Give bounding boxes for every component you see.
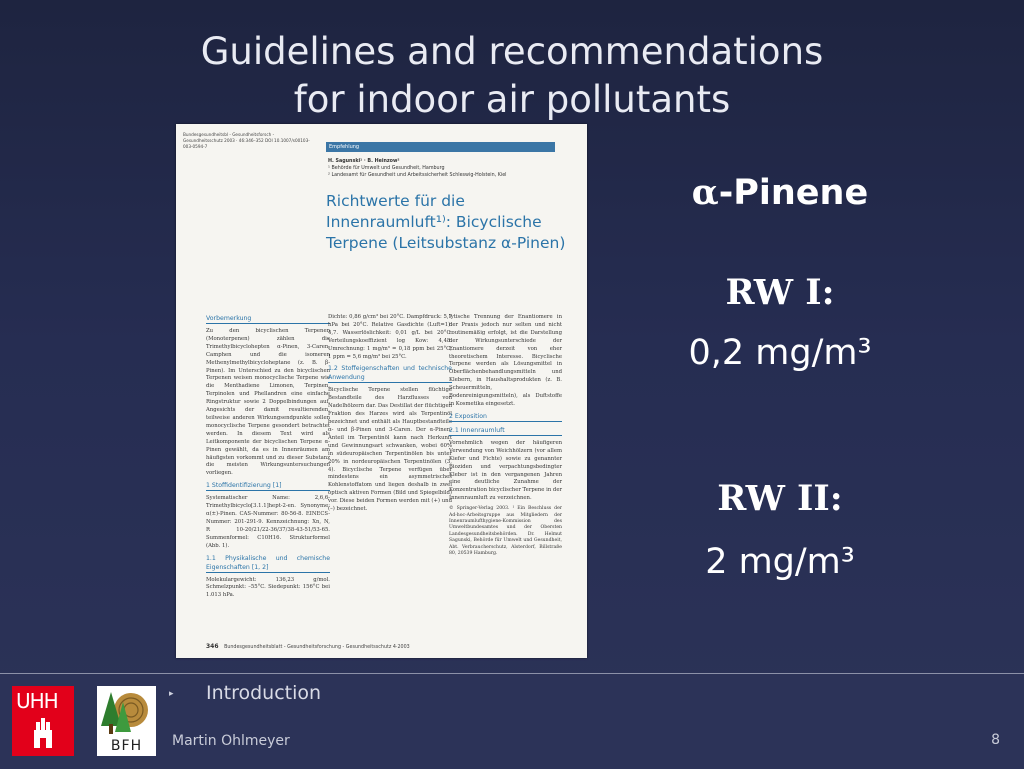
article-category-bar: Empfehlung: [326, 142, 555, 152]
article-paragraph: Vornehmlich wegen der häufigeren Verwendung von Weichhölzern (vor allem Kiefer und Fichte) sowie zu genannter Bioziden und verpachtungsbedingter Kleber ist in den vergangenen Jahren eine deutliche Zunahme der Konzentration bicyclischer Terpene in der Innenraumluft zu verzeichnen.: [449, 439, 562, 502]
substance-name: [650, 172, 910, 213]
bfh-logo-text: BFH: [110, 738, 143, 754]
article-footer-text: Bundesgesundheitsblatt - Gesundheitsforschung - Gesundheitsschutz 4·2003: [224, 645, 410, 650]
article-heading: 1.2 Stoffeigenschaften und technische Anwendung: [328, 365, 452, 382]
rw2-label: RW II:: [717, 478, 843, 519]
article-title: Richtwerte für die Innenraumluft¹⁾: Bicyclische Terpene (Leitsubstanz α-Pinen): [326, 192, 566, 252]
triangle-right-icon: ▸: [169, 689, 174, 699]
article-paragraph: lytische Trennung der Enantiomere in der Praxis jedoch nur selten und nicht routinemäßig erfolgt, ist die Darstellung der Wirkungsunterschiede der Enantiomere derzeit von eher theoretischem Interesse. Bicyclische Terpene werden als Lösungsmittel in Oberflächenbehandlungsmitteln und Klebern, in Haushaltsprodukten (z. B. Scheuermitteln, Bodenreinigungsmitteln), als Duftstoffe in Kosmetika eingesetzt.: [449, 314, 562, 407]
article-meta: Bundesgesundheitsbl - Gesundheitsforsch - Gesundheitsschutz 2003 · 46:346–352 DOI 10.1007/s00103-003-0594-7: [183, 132, 310, 149]
article-thumbnail: [176, 124, 587, 658]
article-authors: H. Sagunski¹ · B. Heinzow²: [328, 159, 400, 164]
article-affiliation-2: ² Landesamt für Gesundheit und Arbeitssicherheit Schleswig-Holstein, Kiel: [328, 173, 507, 178]
page-number: 8: [991, 732, 1000, 748]
article-column-3: [449, 314, 562, 560]
castle-icon: [12, 686, 74, 756]
slide-title-line-2: for indoor air pollutants: [293, 78, 731, 121]
article-page-number: 346: [206, 643, 219, 650]
slide-footer: [0, 673, 1024, 769]
article-affiliation-1: ¹ Behörde für Umwelt und Gesundheit, Hamburg: [328, 166, 445, 171]
uhh-logo: [12, 686, 74, 756]
article-paragraph: Molekulargewicht: 136,23 g/mol. Schmelzpunkt: –55°C. Siedepunkt: 156°C bei 1.013 hPa.: [206, 576, 330, 599]
substance-label: -Pinene: [718, 173, 869, 213]
article-heading: 1.1 Physikalische und chemische Eigenschaften [1, 2]: [206, 554, 330, 571]
article-heading: 2 Exposition: [449, 412, 562, 422]
article-paragraph: Zu den bicyclischen Terpenen (Monoterpenen) zählen die Trimethylbicyclohepten α-Pinen, 3-Caren, Camphen und die isomeren Methenylmethylbicycloheptane (z. B. β-Pinen). Im Unterschied zu den bicyclischen Terpenen weisen monocyclische Terpene wie die Menthadiene Limonen, Terpinen, Terpinolen und Phellandren eine einfache Ringstruktur sowie 2 Doppelbindungen auf. Angesichts der damit resultierenden, teilweise anderen Wirkungsendpunkte sollen monocyclische Terpene gesondert betrachtet werden. In diesem Text wird als Leitkomponente der bicyclischen Terpene α-Pinen gewählt, da es in Innenräumen am häufigsten vorkommt und zu dieser Substanz die meisten Wirkungsuntersuchungen vorliegen.: [206, 328, 330, 477]
article-heading: 1 Stoffidentifizierung [1]: [206, 481, 330, 491]
article-paragraph: Systematischer Name: 2,6,6-Trimethylbicyclo[3.1.1]hept-2-en. Synonyme: α(±)-Pinen. CAS-Nummer: 80-56-8. EINECS-Nummer: 201-291-9. Kennzeichnung: Xn, N, R 10-20/21/22-36/37/38-43-51/53-65. Summenformel: C10H16. Strukturformel (Abb. 1).: [206, 495, 330, 549]
article-footer: [206, 643, 566, 650]
rw1-value: 0,2 mg/m³: [688, 333, 872, 373]
article-heading: 2.1 Innenraumluft: [449, 426, 562, 436]
slide-title-line-1: Guidelines and recommendations: [200, 30, 824, 73]
article-column-1: [206, 314, 330, 603]
article-paragraph: Bicyclische Terpene stellen flüchtige Bestandteile des Harzflusses von Nadelhölzern dar. Das Destillat der flüchtigen Fraktion des Harzes wird als Terpentinöl bezeichnet und enthält als Hauptbestandteile α- und β-Pinen und 3-Caren. Der α-Pinen-Anteil im Terpentinöl kann nach Herkunft und Gewinnungsart schwanken, wobei 60% in südeuropäischen Terpentinölen bis unter 20% in nordeuropäischen Terpentinölen (3, 4). Bicyclische Terpene verfügen über mindestens ein asymmetrisches Kohlenstoffatom und liegen deshalb in zwei optisch aktiven Formen (Bild und Spiegelbild) vor. Diese beiden Formen werden mit (+) und (–) bezeichnet.: [328, 387, 452, 513]
article-column-2: [328, 314, 452, 517]
article-paragraph: Dichte: 0,86 g/cm³ bei 20°C. Dampfdruck: 5,7 hPa bei 20°C. Relative Gasdichte (Luft=1): 4,7. Wasserlöslichkeit: 0,01 g/L bei 20°C. Verteilungskoeffizient log Kow: 4,48. Umrechnung: 1 mg/m³ = 0,18 ppm bei 25°C; 1 ppm = 5,6 mg/m³ bei 25°C.: [328, 314, 452, 360]
slide-title: [0, 28, 1024, 124]
article-note: © Springer-Verlag 2003. ¹ Ein Beschluss der Ad-hoc-Arbeitsgruppe aus Mitgliedern der Innenraumlufthygiene-Kommission des Umweltbundesamtes und der Obersten Landesgesundheitsbehörden. Dr. Helmut Sagunski, Behörde für Umwelt und Gesundheit, Abt. Verbraucherschutz, Alsterdorf, Billstraße 80, 20539 Hamburg.: [449, 506, 562, 556]
author-name: Martin Ohlmeyer: [172, 733, 290, 749]
alpha-symbol: α: [691, 172, 719, 213]
section-title: Introduction: [206, 682, 322, 704]
article-heading: Vorbemerkung: [206, 314, 330, 324]
uhh-logo-text: UHH: [16, 689, 58, 713]
tree-icon: [97, 688, 156, 740]
rw1-label: RW I:: [725, 272, 835, 313]
rw2-value: 2 mg/m³: [705, 542, 855, 582]
article-authors-block: [328, 158, 558, 179]
bfh-logo: [97, 686, 156, 756]
